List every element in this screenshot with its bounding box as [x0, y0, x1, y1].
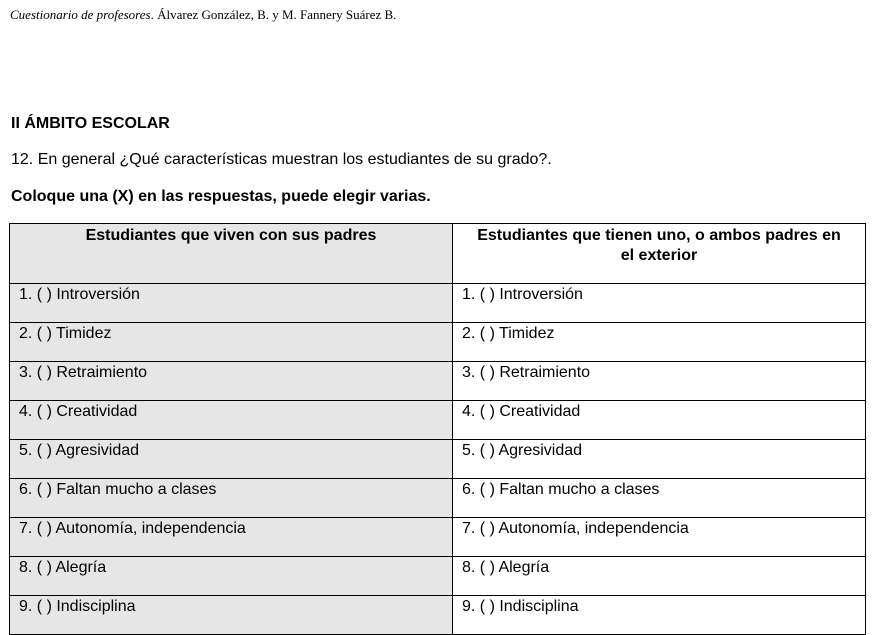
option-parents-home: 7. ( ) Autonomía, independencia	[10, 518, 453, 557]
option-parents-home: 1. ( ) Introversión	[10, 284, 453, 323]
table-row	[10, 284, 866, 323]
question-text: 12. En general ¿Qué características muestran los estudiantes de su grado?.	[11, 151, 552, 168]
option-parents-abroad: 8. ( ) Alegría	[453, 557, 866, 596]
option-parents-home: 5. ( ) Agresividad	[10, 440, 453, 479]
option-parents-abroad: 4. ( ) Creatividad	[453, 401, 866, 440]
option-parents-home: 6. ( ) Faltan mucho a clases	[10, 479, 453, 518]
table-row	[10, 518, 866, 557]
table-row	[10, 401, 866, 440]
column-header-parents-abroad-label: Estudiantes que tienen uno, o ambos padres en el exterior	[477, 227, 841, 264]
section-title: II ÁMBITO ESCOLAR	[11, 115, 170, 132]
table-row	[10, 440, 866, 479]
table-row	[10, 323, 866, 362]
option-parents-home: 9. ( ) Indisciplina	[10, 596, 453, 635]
header-authors: . Álvarez González, B. y M. Fannery Suárez B.	[150, 7, 397, 22]
option-parents-abroad: 5. ( ) Agresividad	[453, 440, 866, 479]
instruction-text: Coloque una (X) en las respuestas, puede elegir varias.	[11, 188, 431, 205]
option-parents-abroad: 3. ( ) Retraimiento	[453, 362, 866, 401]
table-row	[10, 557, 866, 596]
table-body	[10, 284, 866, 635]
option-parents-abroad: 2. ( ) Timidez	[453, 323, 866, 362]
document-header	[10, 7, 396, 23]
table-row	[10, 479, 866, 518]
option-parents-abroad: 6. ( ) Faltan mucho a clases	[453, 479, 866, 518]
table-header-row	[10, 224, 866, 284]
option-parents-abroad: 1. ( ) Introversión	[453, 284, 866, 323]
table-row	[10, 362, 866, 401]
option-parents-abroad: 9. ( ) Indisciplina	[453, 596, 866, 635]
column-header-parents-home: Estudiantes que viven con sus padres	[10, 224, 453, 284]
header-title: Cuestionario de profesores	[10, 7, 151, 22]
characteristics-table	[9, 223, 866, 635]
column-header-parents-abroad	[453, 224, 866, 284]
table-row	[10, 596, 866, 635]
option-parents-home: 4. ( ) Creatividad	[10, 401, 453, 440]
option-parents-home: 3. ( ) Retraimiento	[10, 362, 453, 401]
option-parents-home: 8. ( ) Alegría	[10, 557, 453, 596]
option-parents-home: 2. ( ) Timidez	[10, 323, 453, 362]
option-parents-abroad: 7. ( ) Autonomía, independencia	[453, 518, 866, 557]
